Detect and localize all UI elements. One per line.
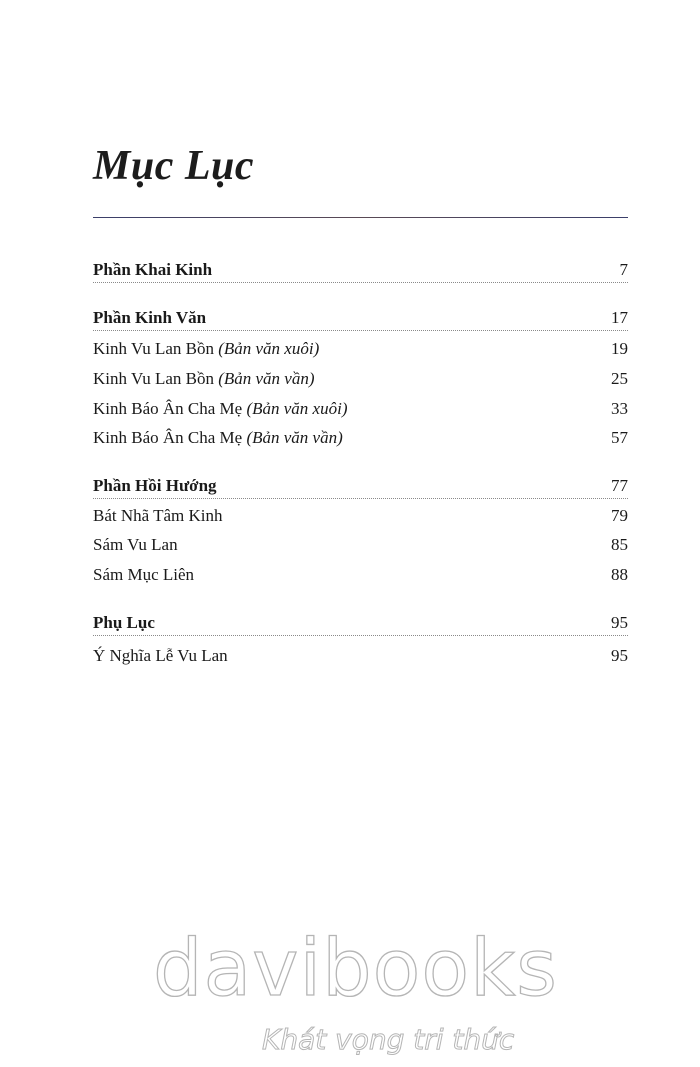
toc-entry[interactable] — [93, 612, 628, 636]
toc-entry-label: Phần Khai Kinh — [93, 260, 213, 279]
toc-entry-label: Phần Kinh Văn — [93, 308, 207, 327]
toc-entry-page: 77 — [611, 476, 628, 495]
toc-entry[interactable] — [93, 505, 628, 527]
toc-entry-label: Sám Vu Lan — [93, 535, 178, 554]
toc-entry-label: Kinh Vu Lan Bồn (Bản văn vần) — [93, 369, 315, 388]
toc-entry-label: Kinh Vu Lan Bồn (Bản văn xuôi) — [93, 339, 320, 358]
title-divider — [93, 217, 628, 218]
toc-entry-label: Kinh Báo Ân Cha Mẹ (Bản văn xuôi) — [93, 399, 348, 418]
toc-entry-note: (Bản văn xuôi) — [246, 399, 348, 418]
toc-entry-page: 79 — [611, 506, 628, 525]
toc-entry-note: (Bản văn vần) — [218, 369, 315, 388]
page-title: Mục Lục — [93, 143, 254, 189]
toc-entry[interactable] — [93, 475, 628, 499]
toc-entry[interactable] — [93, 368, 628, 390]
toc-entry-label: Phần Hồi Hướng — [93, 476, 217, 495]
watermark-slogan: Khát vọng tri thức — [262, 1023, 515, 1056]
toc-entry[interactable] — [93, 398, 628, 420]
toc-entry-page: 7 — [619, 260, 628, 279]
toc-entry-note: (Bản văn xuôi) — [218, 339, 320, 358]
toc-entry-page: 95 — [611, 613, 628, 632]
watermark-brand: davibooks — [153, 924, 558, 1014]
toc-entry[interactable] — [93, 534, 628, 556]
toc-entry[interactable] — [93, 645, 628, 667]
toc-entry-label: Ý Nghĩa Lễ Vu Lan — [93, 646, 228, 665]
toc-entry-page: 25 — [611, 369, 628, 388]
toc-entry-page: 95 — [611, 646, 628, 665]
toc-entry[interactable] — [93, 564, 628, 586]
toc-entry-label: Kinh Báo Ân Cha Mẹ (Bản văn vần) — [93, 428, 343, 447]
toc-entry-page: 19 — [611, 339, 628, 358]
toc-entry[interactable] — [93, 427, 628, 449]
toc-entry-note: (Bản văn vần) — [246, 428, 343, 447]
toc-entry-page: 57 — [611, 428, 628, 447]
toc-entry-page: 85 — [611, 535, 628, 554]
toc-entry[interactable] — [93, 338, 628, 360]
toc-entry-label: Bát Nhã Tâm Kinh — [93, 506, 223, 525]
toc-entry-page: 33 — [611, 399, 628, 418]
toc-entry[interactable] — [93, 259, 628, 283]
toc-entry-page: 88 — [611, 565, 628, 584]
toc-entry-page: 17 — [611, 308, 628, 327]
toc-entry-label: Phụ Lục — [93, 613, 155, 632]
toc-entry[interactable] — [93, 307, 628, 331]
toc-entry-label: Sám Mục Liên — [93, 565, 195, 584]
